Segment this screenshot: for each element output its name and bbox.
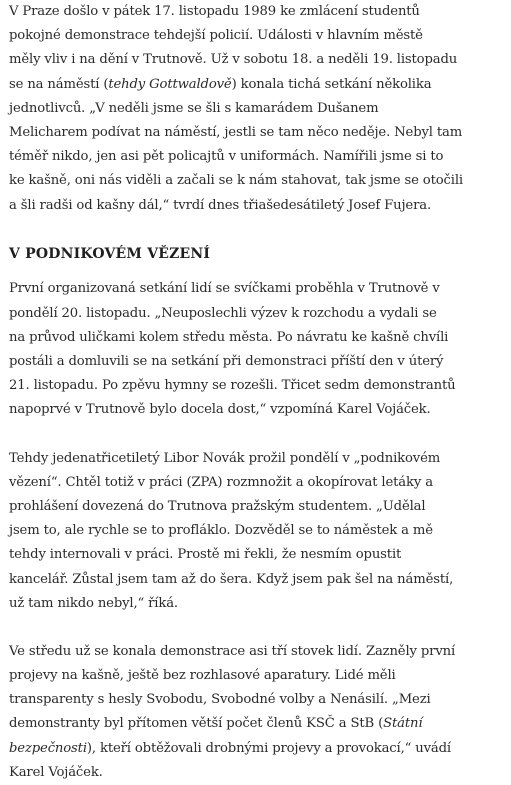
text-span: ) konala tichá setkání několika: [231, 76, 432, 92]
text-line: transparenty s hesly Svobodu, Svobodné volby a Nenásilí. „Mezi: [9, 692, 431, 708]
text-line: pokojné demonstrace tehdejší policií. Události v hlavním městě: [9, 28, 423, 44]
text-line: kancelář. Zůstal jsem tam až do šera. Když jsem pak šel na náměstí,: [9, 571, 454, 587]
section-heading: V PODNIKOVÉM VĚZENÍ: [9, 245, 211, 262]
italic-place-name: tehdy Gottwaldově: [108, 76, 232, 92]
text-line: a šli radši od kašny dál,“ tvrdí dnes třiašedesátiletý Josef Fujera.: [9, 197, 431, 213]
text-line: Karel Vojáček.: [9, 764, 103, 780]
text-line: měly vliv i na dění v Trutnově. Už v sobotu 18. a neděli 19. listopadu: [9, 52, 458, 68]
text-line: téměř nikdo, jen asi pět policajtů v uniformách. Namířili jsme si to: [9, 149, 444, 165]
text-line: projevy na kašně, ještě bez rozhlasové aparatury. Lidé měli: [9, 668, 396, 684]
text-span: se na náměstí (: [9, 76, 109, 92]
text-line: napoprvé v Trutnově bylo docela dost,“ vzpomíná Karel Vojáček.: [9, 402, 431, 418]
text-line: [9, 73, 511, 97]
text-line: jednotlivců. „V neděli jsme se šli s kamarádem Dušanem: [9, 100, 379, 116]
italic-text: Státní: [383, 716, 423, 732]
text-line: Melicharem podívat na náměstí, jestli se tam něco neděje. Nebyl tam: [9, 124, 463, 140]
italic-text: bezpečnosti: [9, 740, 87, 756]
text-line: prohlášení dovezená do Trutnova pražským studentem. „Udělal: [9, 498, 426, 514]
text-line: Ve středu už se konala demonstrace asi tří stovek lidí. Zazněly první: [9, 643, 456, 659]
paragraph-wednesday: [9, 640, 511, 785]
text-line: ke kašně, oni nás viděli a začali se k nám stahovat, tak jsme se otočili: [9, 173, 463, 189]
paragraph-first-meeting: [9, 277, 511, 422]
paragraph-novak: [9, 447, 511, 616]
text-line: vězení“. Chtěl totiž v práci (ZPA) rozmnožit a okopírovat letáky a: [9, 474, 433, 490]
text-line: Tehdy jedenatřicetiletý Libor Novák prožil pondělí v „podnikovém: [9, 450, 441, 466]
text-line: pondělí 20. listopadu. „Neuposlechli výzev k rozchodu a vydali se: [9, 305, 437, 321]
text-line: [9, 712, 511, 736]
text-span: demonstranty byl přítomen větší počet členů KSČ a StB (: [9, 716, 384, 732]
text-span: ), kteří obtěžovali drobnými projevy a provokací,“ uvádí: [86, 740, 451, 756]
text-line: V Praze došlo v pátek 17. listopadu 1989 ke zmlácení studentů: [9, 4, 420, 19]
text-line: [9, 737, 511, 761]
text-line: tehdy internovali v práci. Prostě mi řekli, že nesmím opustit: [9, 547, 402, 563]
text-line: První organizovaná setkání lidí se svíčkami proběhla v Trutnově v: [9, 281, 440, 297]
article-body: [9, 0, 511, 785]
text-line: 21. listopadu. Po zpěvu hymny se rozešli. Třicet sedm demonstrantů: [9, 378, 456, 394]
text-line: už tam nikdo nebyl,“ říká.: [9, 595, 178, 611]
paragraph-intro: [9, 0, 511, 218]
text-line: na průvod uličkami kolem středu města. Po návratu ke kašně chvíli: [9, 329, 449, 345]
text-line: postáli a domluvili se na setkání při demonstraci příští den v úterý: [9, 354, 444, 370]
text-line: jsem to, ale rychle se to profláklo. Dozvěděl se to náměstek a mě: [9, 523, 433, 539]
